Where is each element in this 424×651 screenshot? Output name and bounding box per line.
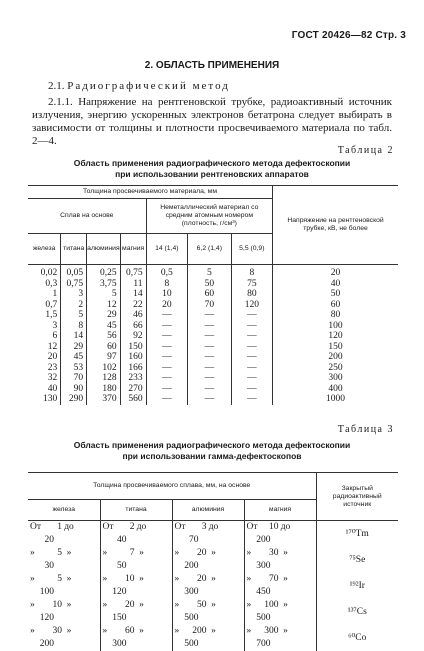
table-cell xyxy=(244,599,316,625)
table-cell xyxy=(28,547,100,573)
isotope-source: ¹⁷⁰Tm xyxy=(345,528,369,539)
table-row xyxy=(28,300,398,311)
table-cell: 20 xyxy=(28,352,61,363)
table-cell: 92 xyxy=(120,331,146,342)
range-part: 300 xyxy=(264,626,279,636)
table-cell xyxy=(100,521,172,548)
table-cell: — xyxy=(188,342,231,353)
table-cell: 5 xyxy=(87,289,120,300)
table-cell: 20 xyxy=(146,300,188,311)
table-cell: — xyxy=(146,394,188,405)
range-part: От xyxy=(246,522,258,532)
table3-label: Таблица 3 xyxy=(337,424,394,435)
range-part: » xyxy=(66,574,72,584)
range-part: » xyxy=(102,600,108,610)
table-cell: 14 xyxy=(61,331,87,342)
table-cell: 22 xyxy=(120,300,146,311)
range-part: 10 xyxy=(125,574,135,584)
table-cell: 60 xyxy=(188,289,231,300)
table-cell: 75 xyxy=(231,279,273,290)
table-cell: 70 xyxy=(188,300,231,311)
range-part: 300 xyxy=(112,639,127,649)
table-cell: — xyxy=(146,384,188,395)
table-row xyxy=(28,373,398,384)
table-cell: 2 xyxy=(61,300,87,311)
table-cell: 50 xyxy=(330,289,341,299)
table-cell: — xyxy=(231,373,273,384)
table-cell xyxy=(28,573,100,599)
range-part: » xyxy=(174,600,180,610)
table-cell: 300 xyxy=(328,373,343,383)
table-cell: — xyxy=(188,394,231,405)
table-cell: 80 xyxy=(330,310,341,320)
table-cell: — xyxy=(146,373,188,384)
table-cell xyxy=(244,547,316,573)
table2-caption-line2: при использовании рентгеновских аппаратов xyxy=(115,169,309,179)
range-part: 500 xyxy=(184,613,199,623)
range-part: » xyxy=(30,548,35,558)
table-cell: 0,7 xyxy=(28,300,61,311)
range-part: 30 xyxy=(52,626,62,636)
table-cell: 180 xyxy=(87,384,120,395)
table-cell: 45 xyxy=(87,321,120,332)
range-part: » xyxy=(211,600,216,610)
table-cell: 370 xyxy=(87,394,120,405)
table-cell: — xyxy=(188,310,231,321)
table-row xyxy=(28,521,398,548)
table-row xyxy=(28,384,398,395)
table3 xyxy=(28,472,398,651)
section-title: 2. ОБЛАСТЬ ПРИМЕНЕНИЯ xyxy=(144,60,280,71)
table-cell: 0,75 xyxy=(61,279,87,290)
range-part: » xyxy=(66,548,72,558)
range-part: 200 xyxy=(192,626,207,636)
table-cell: 45 xyxy=(61,352,87,363)
table2-col-titan: титана xyxy=(61,234,87,265)
table3-col-titan: титана xyxy=(100,500,172,521)
table-row xyxy=(28,331,398,342)
range-part: 60 xyxy=(125,626,135,636)
table2-col-alum: алюминия xyxy=(87,234,120,265)
table-cell: 97 xyxy=(87,352,120,363)
paragraph-text: 2.1.1. Напряжение на рентгеновской трубке, радиоактивный источник излучения, энергию ускоренных электронов бетатрона следует выбирать в зависимости от толщины и плотности просвечиваемого материала по табл. 2—4. xyxy=(32,96,392,147)
table-cell: 50 xyxy=(188,279,231,290)
table-cell: — xyxy=(231,352,273,363)
range-part: до xyxy=(64,522,74,532)
range-part: 300 xyxy=(184,587,199,597)
table2 xyxy=(28,185,398,405)
table-cell xyxy=(172,547,244,573)
table-cell xyxy=(244,625,316,651)
range-part: 3 xyxy=(201,522,207,532)
table-cell: — xyxy=(231,394,273,405)
range-part: 2 xyxy=(129,522,135,532)
table-cell: — xyxy=(146,310,188,321)
table-cell: 5 xyxy=(61,310,87,321)
range-part: 200 xyxy=(39,639,54,649)
table-cell xyxy=(28,625,100,651)
table-cell: — xyxy=(146,352,188,363)
range-part: 50 xyxy=(197,600,207,610)
table-cell: 130 xyxy=(28,394,61,405)
paragraph-2-1-1 xyxy=(32,96,392,148)
range-part: » xyxy=(246,574,252,584)
table-cell: 23 xyxy=(28,363,61,374)
table-cell: 5 xyxy=(188,265,231,279)
table-cell: 102 xyxy=(87,363,120,374)
range-part: » xyxy=(102,626,108,636)
table-cell xyxy=(172,599,244,625)
range-part: От xyxy=(102,522,114,532)
range-part: От xyxy=(174,522,186,532)
table-row xyxy=(28,352,398,363)
table-cell: 46 xyxy=(120,310,146,321)
table-cell: 60 xyxy=(330,299,341,310)
table-cell: 53 xyxy=(61,363,87,374)
table-cell: 128 xyxy=(87,373,120,384)
table-cell: 1000 xyxy=(326,394,346,404)
table-cell: — xyxy=(188,373,231,384)
range-part: » xyxy=(139,626,144,636)
table-cell: 290 xyxy=(61,394,87,405)
table-cell: 56 xyxy=(87,331,120,342)
table3-caption-line1: Область применения радиографического метода дефектоскопии xyxy=(73,440,351,450)
table-cell: — xyxy=(188,321,231,332)
table2-col-magn: магния xyxy=(120,234,146,265)
table-cell: 12 xyxy=(87,300,120,311)
table-cell: 1,5 xyxy=(28,310,61,321)
table-cell: 11 xyxy=(120,279,146,290)
table-cell: 0,05 xyxy=(61,265,87,279)
isotope-source: ⁶⁰Co xyxy=(348,632,367,643)
table-row xyxy=(28,547,398,573)
table-cell: 3 xyxy=(61,289,87,300)
range-part: » xyxy=(211,548,216,558)
table2-col-n3: 5,5 (0,9) xyxy=(231,234,273,265)
table2-col-n1: 14 (1,4) xyxy=(146,234,188,265)
range-part: » xyxy=(66,600,72,610)
range-part: » xyxy=(246,600,252,610)
table-cell: 560 xyxy=(120,394,146,405)
table-cell: — xyxy=(146,321,188,332)
table-cell: 14 xyxy=(120,289,146,300)
table-cell: 200 xyxy=(328,352,343,362)
range-part: » xyxy=(102,574,108,584)
document-reference: ГОСТ 20426—82 Стр. 3 xyxy=(291,30,406,41)
table-cell: 270 xyxy=(120,384,146,395)
table2-caption xyxy=(0,158,424,180)
table-cell: 12 xyxy=(28,342,61,353)
range-part: » xyxy=(174,626,180,636)
table-row xyxy=(28,289,398,300)
table2-head-alloys: Сплав на основе xyxy=(28,199,146,234)
range-part: » xyxy=(283,600,288,610)
range-part: » xyxy=(246,548,252,558)
range-part: 20 xyxy=(125,600,135,610)
paragraph-2-1 xyxy=(48,80,230,92)
table-cell: 20 xyxy=(330,268,341,278)
table-cell: 8 xyxy=(146,279,188,290)
table-cell xyxy=(172,521,244,548)
range-part: » xyxy=(283,548,288,558)
table-cell: — xyxy=(146,363,188,374)
table-cell: 90 xyxy=(61,384,87,395)
table-cell: 29 xyxy=(61,342,87,353)
table2-caption-line1: Область применения радиографического метода дефектоскопии xyxy=(73,158,351,168)
table-row xyxy=(28,363,398,374)
table-cell: 0,5 xyxy=(146,265,188,279)
table3-head-thickness: Толщина просвечиваемого сплава, мм, на основе xyxy=(28,473,316,500)
table-cell: — xyxy=(188,352,231,363)
table2-col-n2: 6,2 (1,4) xyxy=(188,234,231,265)
table-cell xyxy=(100,547,172,573)
table-cell xyxy=(172,573,244,599)
table-cell xyxy=(28,521,100,548)
table-cell: — xyxy=(231,331,273,342)
range-part: 500 xyxy=(256,613,271,623)
table-cell: 40 xyxy=(28,384,61,395)
table3-col-alum: алюминия xyxy=(172,500,244,521)
range-part: » xyxy=(174,548,180,558)
table3-col-iron: железа xyxy=(28,500,100,521)
table-cell: — xyxy=(231,310,273,321)
table-row xyxy=(28,321,398,332)
range-part: 10 xyxy=(269,522,279,532)
range-part: » xyxy=(139,548,144,558)
table-cell: 1 xyxy=(28,289,61,300)
table3-head-source: Закрытый радиоактивный источник xyxy=(316,473,398,521)
table-cell: 0,02 xyxy=(28,265,61,279)
table-cell: 233 xyxy=(120,373,146,384)
table-cell: — xyxy=(231,321,273,332)
range-part: » xyxy=(283,574,288,584)
table-cell xyxy=(100,573,172,599)
table-row xyxy=(28,599,398,625)
range-part: до xyxy=(136,522,147,532)
table-cell: 166 xyxy=(120,363,146,374)
range-part: » xyxy=(30,626,35,636)
range-part: » xyxy=(30,600,35,610)
range-part: 70 xyxy=(269,574,279,584)
range-part: » xyxy=(211,626,216,636)
range-part: 70 xyxy=(189,535,199,545)
table-cell: 70 xyxy=(61,373,87,384)
range-part: 20 xyxy=(197,548,207,558)
range-part: 300 xyxy=(256,561,271,571)
table-cell xyxy=(244,521,316,548)
range-part: 1 xyxy=(57,522,62,532)
table3-caption-line2: при использовании гамма-дефектоскопов xyxy=(122,451,302,461)
range-part: 500 xyxy=(184,639,199,649)
table-cell: 160 xyxy=(120,352,146,363)
range-part: 120 xyxy=(112,587,127,597)
table-cell: — xyxy=(188,331,231,342)
table-cell xyxy=(100,625,172,651)
table-cell: 100 xyxy=(328,320,343,331)
range-part: 50 xyxy=(117,561,127,571)
range-part: 5 xyxy=(57,574,62,584)
range-part: От xyxy=(30,522,42,532)
table2-head-nonmetal: Неметаллический материал со средним атомным номером (плотность, г/см³) xyxy=(146,199,273,234)
range-part: 30 xyxy=(44,561,54,571)
table2-col-iron: железа xyxy=(28,234,61,265)
table-cell: 150 xyxy=(328,341,343,352)
range-part: 450 xyxy=(256,587,271,597)
table-cell: 80 xyxy=(231,289,273,300)
table-cell: 8 xyxy=(231,265,273,279)
table-cell: 0,75 xyxy=(120,265,146,279)
table-cell: 8 xyxy=(61,321,87,332)
range-part: » xyxy=(139,574,144,584)
table-cell: 120 xyxy=(231,300,273,311)
range-part: » xyxy=(30,574,35,584)
table-cell: 120 xyxy=(328,331,343,341)
table-cell: 150 xyxy=(120,342,146,353)
isotope-source: ⁷⁵Se xyxy=(349,554,366,565)
table-cell: 0,3 xyxy=(28,279,61,290)
range-part: 150 xyxy=(112,613,127,623)
table3-caption xyxy=(0,440,424,462)
table-cell: — xyxy=(188,384,231,395)
table3-col-magn: магния xyxy=(244,500,316,521)
range-part: » xyxy=(139,600,144,610)
isotope-source: ¹³⁷Cs xyxy=(347,606,367,617)
range-part: 5 xyxy=(57,548,62,558)
isotope-source: ¹⁹²Ir xyxy=(349,580,365,591)
table-cell: 3,75 xyxy=(87,279,120,290)
table2-head-thickness: Толщина просвечиваемого материала, мм xyxy=(28,186,273,199)
table-cell: 66 xyxy=(120,321,146,332)
table-cell: 40 xyxy=(330,278,341,289)
range-part: » xyxy=(283,626,288,636)
table-row xyxy=(28,625,398,651)
range-part: 200 xyxy=(256,535,271,545)
table-row xyxy=(28,310,398,321)
table-cell: 0,25 xyxy=(87,265,120,279)
table-cell: — xyxy=(146,331,188,342)
range-part: 40 xyxy=(117,535,127,545)
table-cell: — xyxy=(231,342,273,353)
table-cell: — xyxy=(146,342,188,353)
table-cell: 29 xyxy=(87,310,120,321)
table-row xyxy=(28,342,398,353)
table-cell: — xyxy=(231,384,273,395)
table-cell xyxy=(28,599,100,625)
table-row xyxy=(28,573,398,599)
table-row xyxy=(28,394,398,405)
range-part: » xyxy=(211,574,216,584)
range-part: » xyxy=(246,626,252,636)
range-part: » xyxy=(174,574,180,584)
table-cell: 10 xyxy=(146,289,188,300)
table-cell xyxy=(172,625,244,651)
table2-label: Таблица 2 xyxy=(337,145,394,156)
range-part: 10 xyxy=(52,600,62,610)
table-cell: 6 xyxy=(28,331,61,342)
range-part: 100 xyxy=(264,600,279,610)
table-cell: 3 xyxy=(28,321,61,332)
paragraph-number: 2.1. xyxy=(48,80,65,92)
range-part: 120 xyxy=(39,613,54,623)
range-part: 700 xyxy=(256,639,271,649)
table2-head-voltage: Напряжение на рентгеновской трубке, кВ, не более xyxy=(273,186,398,265)
range-part: до xyxy=(208,522,219,532)
table-cell: 250 xyxy=(328,362,343,373)
table-cell: — xyxy=(231,363,273,374)
range-part: до xyxy=(280,522,291,532)
range-part: 30 xyxy=(269,548,279,558)
range-part: 20 xyxy=(44,535,54,545)
table-cell xyxy=(100,599,172,625)
range-part: » xyxy=(102,548,108,558)
range-part: 200 xyxy=(184,561,199,571)
table-row xyxy=(28,265,398,279)
table-cell: 400 xyxy=(328,383,343,394)
table-cell: 60 xyxy=(87,342,120,353)
table-row xyxy=(28,279,398,290)
range-part: 100 xyxy=(39,587,54,597)
range-part: 20 xyxy=(197,574,207,584)
table-cell: — xyxy=(188,363,231,374)
paragraph-heading: Радиографический метод xyxy=(67,80,230,92)
range-part: 7 xyxy=(129,548,135,558)
range-part: » xyxy=(66,626,72,636)
table-cell xyxy=(244,573,316,599)
table-cell: 32 xyxy=(28,373,61,384)
